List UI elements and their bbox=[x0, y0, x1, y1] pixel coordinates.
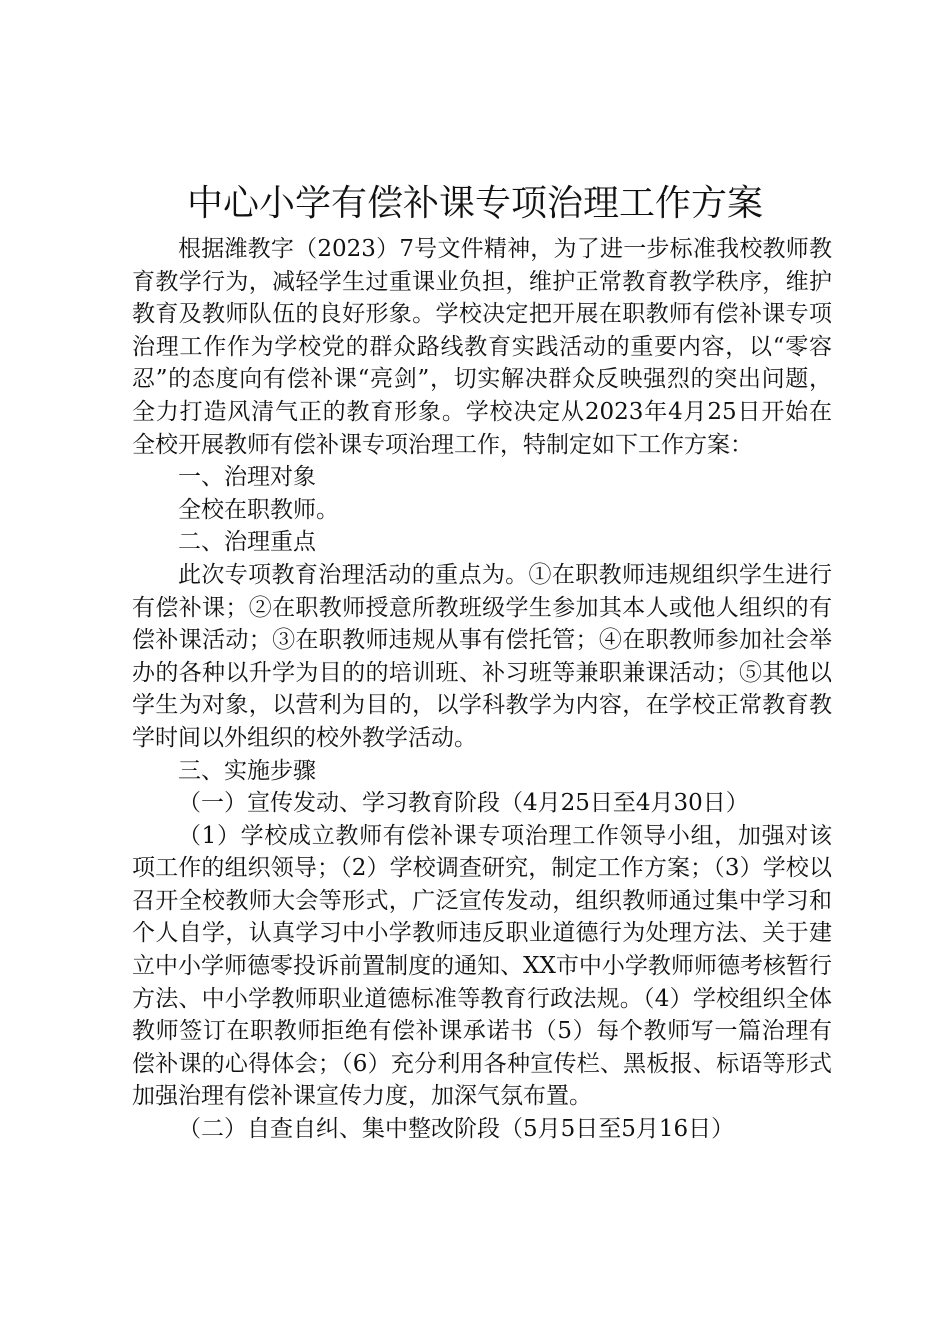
stage-1-paragraph: （1）学校成立教师有偿补课专项治理工作领导小组，加强对该项工作的组织领导；（2）学校调查研究，制定工作方案；（3）学校以召开全校教师大会等形式，广泛宣传发动，组织教师通过集中学习和个人自学，认真学习中小学教师违反职业道德行为处理方法、关于建立中小学师德零投诉前置制度的通知、XX市中小学教师师德考核暂行方法、中小学教师职业道德标准等教育行政法规。（4）学校组织全体教师签订在职教师拒绝有偿补课承诺书（5）每个教师写一篇治理有偿补课的心得体会；（6）充分利用各种宣传栏、黑板报、标语等形式加强治理有偿补课宣传力度，加深气氛布置。 bbox=[132, 822, 832, 1110]
document-title: 中心小学有偿补课专项治理工作方案 bbox=[186, 183, 763, 224]
subsection-heading-stage-1: （一）宣传发动、学习教育阶段（4月25日至4月30日） bbox=[178, 790, 749, 817]
subsection-heading-stage-2: （二）自查自纠、集中整改阶段（5月5日至5月16日） bbox=[178, 1116, 735, 1143]
section-heading-steps: 三、实施步骤 bbox=[178, 757, 316, 784]
document-body bbox=[132, 233, 832, 1146]
section-heading-focus: 二、治理重点 bbox=[178, 529, 316, 556]
targets-paragraph: 全校在职教师。 bbox=[178, 496, 339, 523]
focus-paragraph: 此次专项教育治理活动的重点为。①在职教师违规组织学生进行有偿补课；②在职教师授意所教班级学生参加其本人或他人组织的有偿补课活动；③在职教师违规从事有偿托管；④在职教师参加社会举办的各种以升学为目的的培训班、补习班等兼职兼课活动；⑤其他以学生为对象，以营利为目的，以学科教学为内容，在学校正常教育教学时间以外组织的校外教学活动。 bbox=[132, 561, 832, 751]
intro-paragraph: 根据潍教字（2023）7号文件精神，为了进一步标准我校教师教育教学行为，减轻学生过重课业负担，维护正常教育教学秩序，维护教育及教师队伍的良好形象。学校决定把开展在职教师有偿补课专项治理工作作为学校党的群众路线教育实践活动的重要内容，以“零容忍”的态度向有偿补课“亮剑”，切实解决群众反映强烈的突出问题，全力打造风清气正的教育形象。学校决定从2023年4月25日开始在全校开展教师有偿补课专项治理工作，特制定如下工作方案： bbox=[132, 236, 832, 458]
section-heading-targets: 一、治理对象 bbox=[178, 464, 316, 491]
